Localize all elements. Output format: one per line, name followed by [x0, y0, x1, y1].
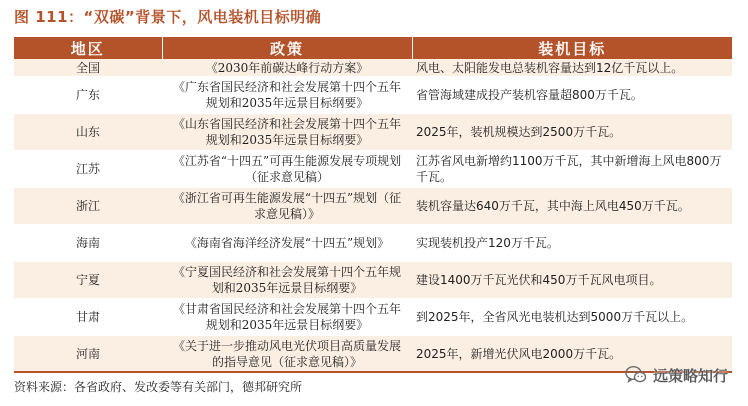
policy-cell: 《山东省国民经济和社会发展第十四个五年规划和2035年远景目标纲要》 — [162, 114, 412, 151]
header-policy: 政策 — [162, 37, 412, 59]
wind-power-target-table — [14, 37, 732, 373]
region-cell: 江苏 — [14, 151, 162, 188]
policy-cell: 《甘肃省国民经济和社会发展第十四个五年规划和2035年远景目标纲要》 — [162, 299, 412, 336]
region-cell: 海南 — [14, 225, 162, 262]
target-cell: 实现装机投产120万千瓦。 — [412, 225, 732, 262]
policy-cell: 《江苏省“十四五”可再生能源发展专项规划（征求意见稿） — [162, 151, 412, 188]
target-cell: 省管海域建成投产装机容量超800万千瓦。 — [412, 77, 732, 114]
target-cell: 江苏省风电新增约1100万千瓦，其中新增海上风电800万千瓦。 — [412, 151, 732, 188]
policy-cell: 《宁夏国民经济和社会发展第十四个五年规划和2035年远景目标纲要》 — [162, 262, 412, 299]
target-cell: 建设1400万千瓦光伏和450万千瓦风电项目。 — [412, 262, 732, 299]
header-region: 地区 — [14, 37, 162, 59]
policy-cell: 《浙江省可再生能源发展“十四五”规划（征求意见稿）》 — [162, 188, 412, 225]
table-row — [14, 77, 732, 114]
table-header-row — [14, 37, 732, 59]
region-cell: 广东 — [14, 77, 162, 114]
policy-cell: 《2030年前碳达峰行动方案》 — [162, 59, 412, 77]
table-row — [14, 262, 732, 299]
target-cell: 2025年，装机规模达到2500万千瓦。 — [412, 114, 732, 151]
table-row — [14, 114, 732, 151]
source-note: 资料来源：各省政府、发改委等有关部门，德邦研究所 — [14, 380, 303, 394]
policy-cell: 《海南省海洋经济发展“十四五”规划》 — [162, 225, 412, 262]
target-cell: 风电、太阳能发电总装机容量达到12亿千瓦以上。 — [412, 59, 732, 77]
watermark — [625, 362, 728, 388]
watermark-text: 远策略知行 — [652, 366, 728, 385]
header-target: 装机目标 — [412, 37, 732, 59]
wechat-icon — [625, 365, 647, 385]
table-row — [14, 59, 732, 77]
target-cell: 2025年，新增光伏风电2000万千瓦。 — [412, 336, 732, 373]
target-cell: 到2025年，全省风光电装机达到5000万千瓦以上。 — [412, 299, 732, 336]
target-cell: 装机容量达640万千瓦，其中海上风电450万千瓦。 — [412, 188, 732, 225]
figure-title: 图 111：“双碳”背景下，风电装机目标明确 — [14, 8, 322, 26]
region-cell: 河南 — [14, 336, 162, 373]
region-cell: 浙江 — [14, 188, 162, 225]
region-cell: 宁夏 — [14, 262, 162, 299]
table-row — [14, 188, 732, 225]
table-row — [14, 151, 732, 188]
policy-cell: 《关于进一步推动风电光伏项目高质量发展的指导意见（征求意见稿）》 — [162, 336, 412, 373]
region-cell: 山东 — [14, 114, 162, 151]
policy-cell: 《广东省国民经济和社会发展第十四个五年规划和2035年远景目标纲要》 — [162, 77, 412, 114]
table-row — [14, 299, 732, 336]
region-cell: 甘肃 — [14, 299, 162, 336]
region-cell: 全国 — [14, 59, 162, 77]
table-row — [14, 225, 732, 262]
